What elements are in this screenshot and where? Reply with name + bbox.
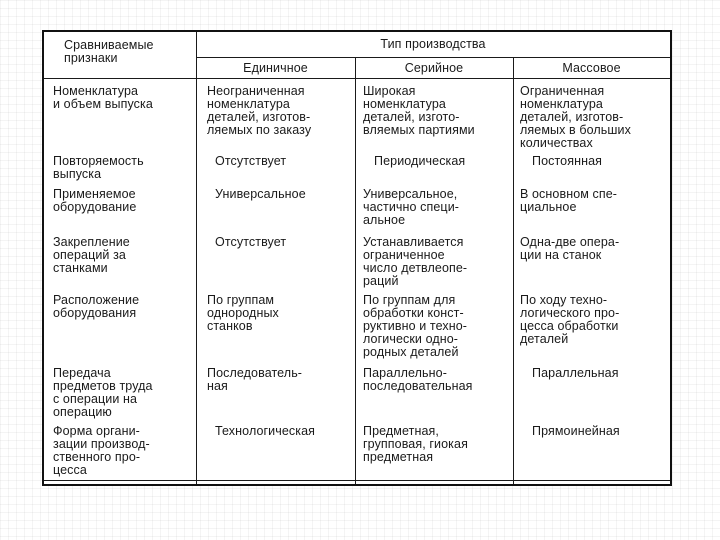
row-serial-layout: По группам для обработки конст- руктивно и техно- логически одно- родных деталей [363,293,468,359]
column-divider-single [355,57,356,484]
row-mass-assignment: Одна-две опера- ции на станок [520,235,620,262]
row-serial-repeatability: Периодическая [374,154,466,168]
row-single-assignment: Отсутствует [215,235,287,249]
row-criterion-equipment: Применяемое оборудование [53,187,137,214]
row-single-transfer: Последователь- ная [207,366,303,393]
row-criterion-repeatability: Повторяемость выпуска [53,154,144,181]
production-type-header: Тип производства [380,37,486,51]
row-criterion-organization: Форма органи- зации производ- ственного про- цесса [53,424,150,477]
row-criterion-nomenclature: Номенклатура и объем выпуска [53,84,153,111]
header-bottom-line [44,78,670,79]
header-divider-line [196,57,670,58]
row-criterion-transfer: Передача предметов труда с операции на операцию [53,366,153,419]
row-mass-layout: По ходу техно- логического про- цесса обработки деталей [520,293,620,346]
row-serial-organization: Предметная, групповая, гиокая предметная [363,424,468,464]
row-mass-transfer: Параллельная [532,366,619,380]
column-divider-serial [513,57,514,484]
column-header-mass: Массовое [562,61,621,75]
row-single-repeatability: Отсутствует [215,154,287,168]
row-mass-nomenclature: Ограниченная номенклатура деталей, изготов- ляемых в больших количествах [520,84,631,150]
row-criterion-assignment: Закрепление операций за станками [53,235,130,275]
row-serial-assignment: Устанавливается ограниченное число детвлеопе- раций [363,235,468,288]
column-header-single: Единичное [243,61,308,75]
row-single-organization: Технологическая [215,424,316,438]
criteria-header: Сравниваемые признаки [64,38,154,65]
row-single-nomenclature: Неограниченная номенклатура деталей, изготов- ляемых по заказу [207,84,312,137]
row-mass-organization: Прямоинейная [532,424,620,438]
row-mass-equipment: В основном спе- циальное [520,187,618,214]
table-bottom-line [44,480,670,481]
row-serial-transfer: Параллельно- последовательная [363,366,473,393]
row-serial-equipment: Универсальное, частично специ- альное [363,187,460,227]
row-serial-nomenclature: Широкая номенклатура деталей, изгото- вляемых партиями [363,84,475,137]
row-criterion-layout: Расположение оборудования [53,293,140,320]
row-single-equipment: Универсальное [215,187,306,201]
column-header-serial: Серийное [404,61,464,75]
column-divider-criteria [196,32,197,484]
production-types-table [42,30,672,486]
row-single-layout: По группам однородных станков [207,293,279,333]
row-mass-repeatability: Постоянная [532,154,603,168]
